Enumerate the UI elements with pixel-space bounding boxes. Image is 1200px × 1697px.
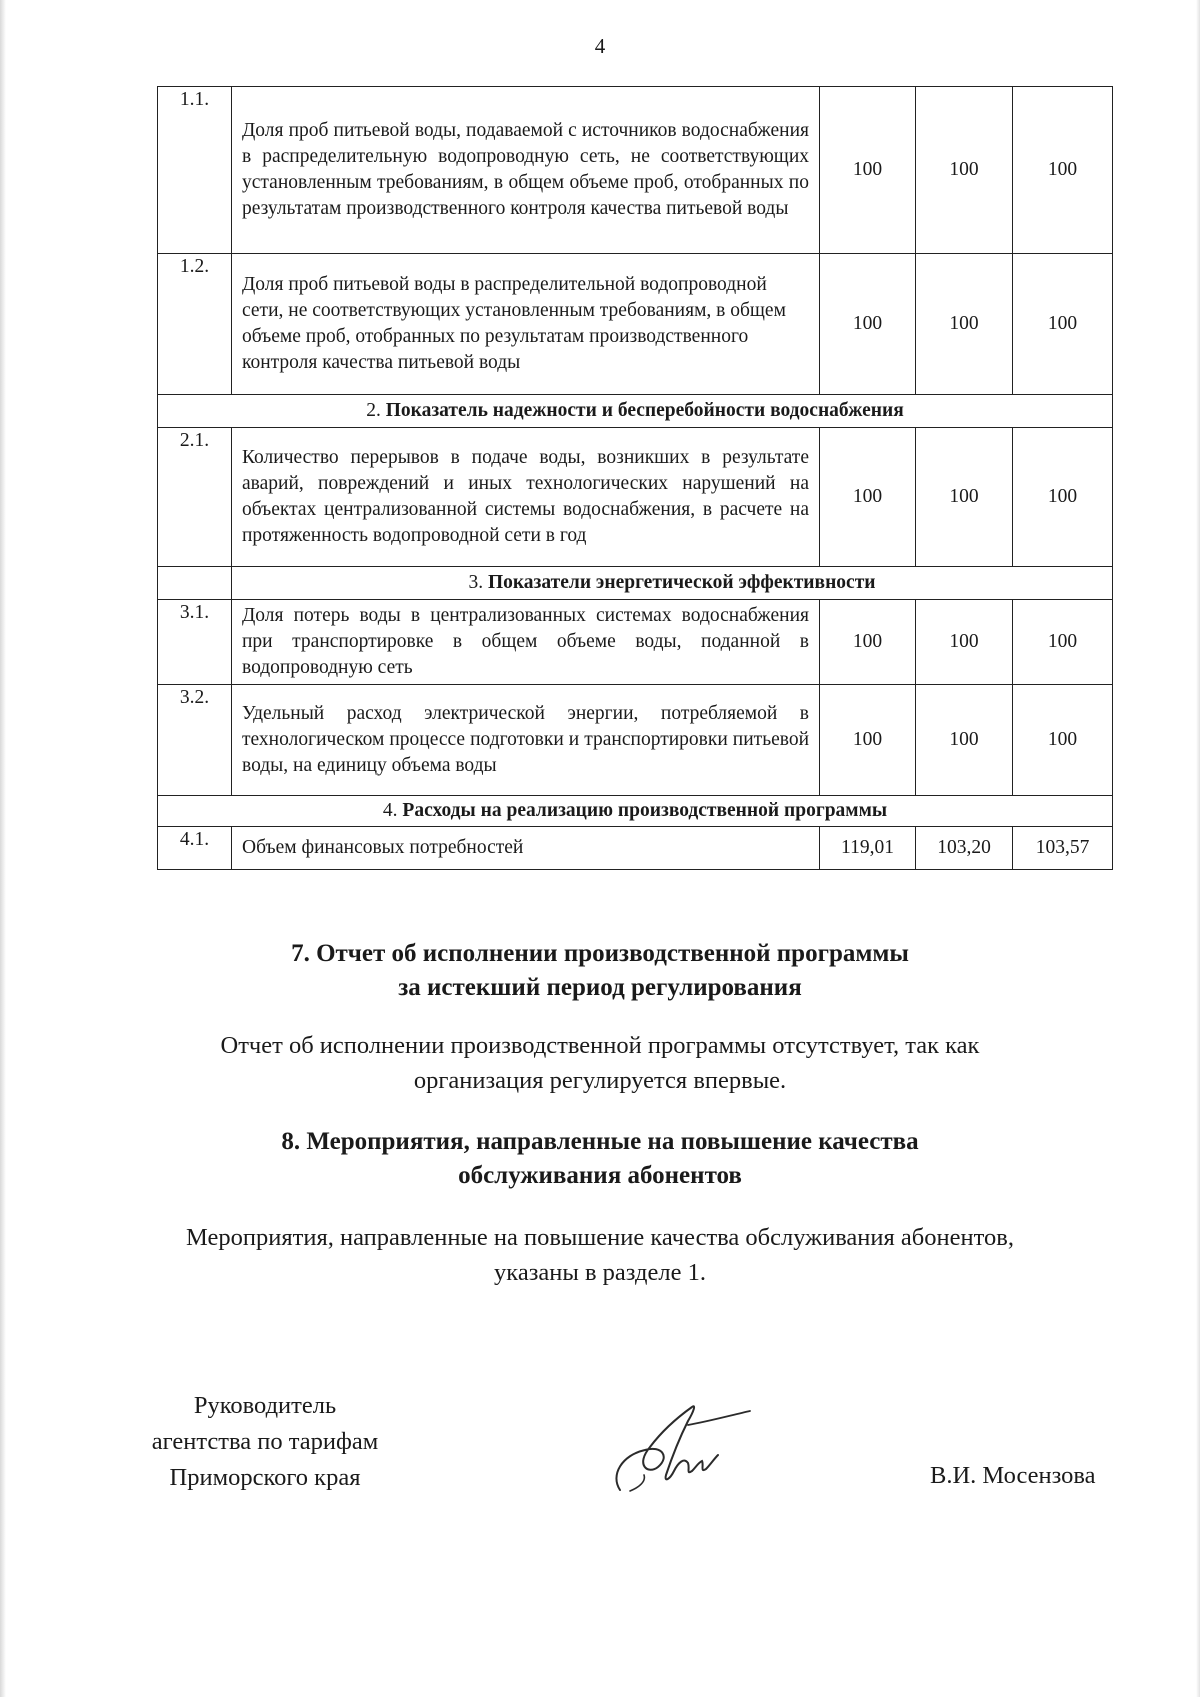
table-row bbox=[158, 827, 1113, 870]
section-row bbox=[158, 395, 1113, 428]
scan-edge-left bbox=[0, 0, 6, 1697]
value-cell: 100 bbox=[916, 600, 1013, 685]
section-7-body-line1: Отчет об исполнении производственной программы отсутствует, так как bbox=[220, 1032, 980, 1059]
section-8-body-line1: Мероприятия, направленные на повышение качества обслуживания абонентов, bbox=[186, 1224, 1014, 1251]
scan-edge-right bbox=[1196, 0, 1200, 1697]
indicator-description: Доля проб питьевой воды в распределительной водопроводной сети, не соответствующих установленным требованиям, в общем объеме проб, отобранных по результатам производственного контроля качества питьевой воды bbox=[232, 254, 820, 395]
row-number: 3.1. bbox=[158, 600, 232, 685]
section-7-body bbox=[0, 1028, 1200, 1098]
indicator-description: Удельный расход электрической энергии, потребляемой в технологическом процессе подготовки и транспортировки питьевой воды, на единицу объема воды bbox=[232, 685, 820, 796]
section-8-heading-line2: обслуживания абонентов bbox=[458, 1162, 742, 1189]
table-row bbox=[158, 600, 1113, 685]
value-cell: 103,20 bbox=[916, 827, 1013, 870]
section-7-heading-line2: за истекший период регулирования bbox=[398, 974, 802, 1001]
section-heading: 2. Показатель надежности и бесперебойности водоснабжения bbox=[158, 395, 1113, 428]
value-cell: 100 bbox=[820, 87, 916, 254]
value-cell: 100 bbox=[1013, 87, 1113, 254]
signatory-title bbox=[120, 1388, 410, 1496]
table-row bbox=[158, 685, 1113, 796]
signatory-name: В.И. Мосензова bbox=[930, 1462, 1096, 1489]
value-cell: 100 bbox=[916, 87, 1013, 254]
section-7-heading bbox=[0, 937, 1200, 1005]
section-heading: 4. Расходы на реализацию производственной программы bbox=[158, 796, 1113, 827]
row-number: 4.1. bbox=[158, 827, 232, 870]
section-row bbox=[158, 796, 1113, 827]
value-cell: 100 bbox=[1013, 685, 1113, 796]
section-7-heading-line1: 7. Отчет об исполнении производственной программы bbox=[291, 940, 909, 967]
value-cell: 100 bbox=[820, 254, 916, 395]
section-8-body bbox=[0, 1220, 1200, 1290]
value-cell: 100 bbox=[1013, 600, 1113, 685]
indicators-table bbox=[157, 86, 1113, 870]
row-number: 3.2. bbox=[158, 685, 232, 796]
handwritten-signature bbox=[600, 1395, 770, 1505]
signatory-title-line3: Приморского края bbox=[169, 1464, 361, 1491]
signatory-title-line2: агентства по тарифам bbox=[151, 1428, 379, 1455]
table-row bbox=[158, 254, 1113, 395]
section-8-body-line2: указаны в разделе 1. bbox=[494, 1259, 706, 1286]
signatory-title-line1: Руководитель bbox=[193, 1392, 337, 1419]
page-number: 4 bbox=[594, 34, 606, 58]
indicator-description: Доля потерь воды в централизованных системах водоснабжения при транспортировке в общем объеме воды, поданной в водопроводную сеть bbox=[232, 600, 820, 685]
value-cell: 100 bbox=[820, 685, 916, 796]
value-cell: 100 bbox=[820, 428, 916, 567]
section-heading: 3. Показатели энергетической эффективности bbox=[232, 567, 1113, 600]
section-number-blank bbox=[158, 567, 232, 600]
value-cell: 100 bbox=[916, 428, 1013, 567]
value-cell: 100 bbox=[820, 600, 916, 685]
row-number: 1.2. bbox=[158, 254, 232, 395]
indicator-description: Объем финансовых потребностей bbox=[232, 827, 820, 870]
section-8-heading-line1: 8. Мероприятия, направленные на повышение качества bbox=[281, 1128, 919, 1155]
section-8-heading bbox=[0, 1125, 1200, 1193]
indicator-description: Доля проб питьевой воды, подаваемой с источников водоснабжения в распределительную водопроводную сеть, не соответствующих установленным требованиям, в общем объеме проб, отобранных по результатам производственного контроля качества питьевой воды bbox=[232, 87, 820, 254]
table-row bbox=[158, 428, 1113, 567]
row-number: 2.1. bbox=[158, 428, 232, 567]
value-cell: 119,01 bbox=[820, 827, 916, 870]
section-row bbox=[158, 567, 1113, 600]
value-cell: 100 bbox=[916, 254, 1013, 395]
value-cell: 100 bbox=[916, 685, 1013, 796]
value-cell: 100 bbox=[1013, 254, 1113, 395]
row-number: 1.1. bbox=[158, 87, 232, 254]
table-row bbox=[158, 87, 1113, 254]
indicator-description: Количество перерывов в подаче воды, возникших в результате аварий, повреждений и иных технологических нарушений на объектах централизованной системы водоснабжения, в расчете на протяженность водопроводной сети в год bbox=[232, 428, 820, 567]
value-cell: 100 bbox=[1013, 428, 1113, 567]
value-cell: 103,57 bbox=[1013, 827, 1113, 870]
section-7-body-line2: организация регулируется впервые. bbox=[413, 1067, 787, 1094]
